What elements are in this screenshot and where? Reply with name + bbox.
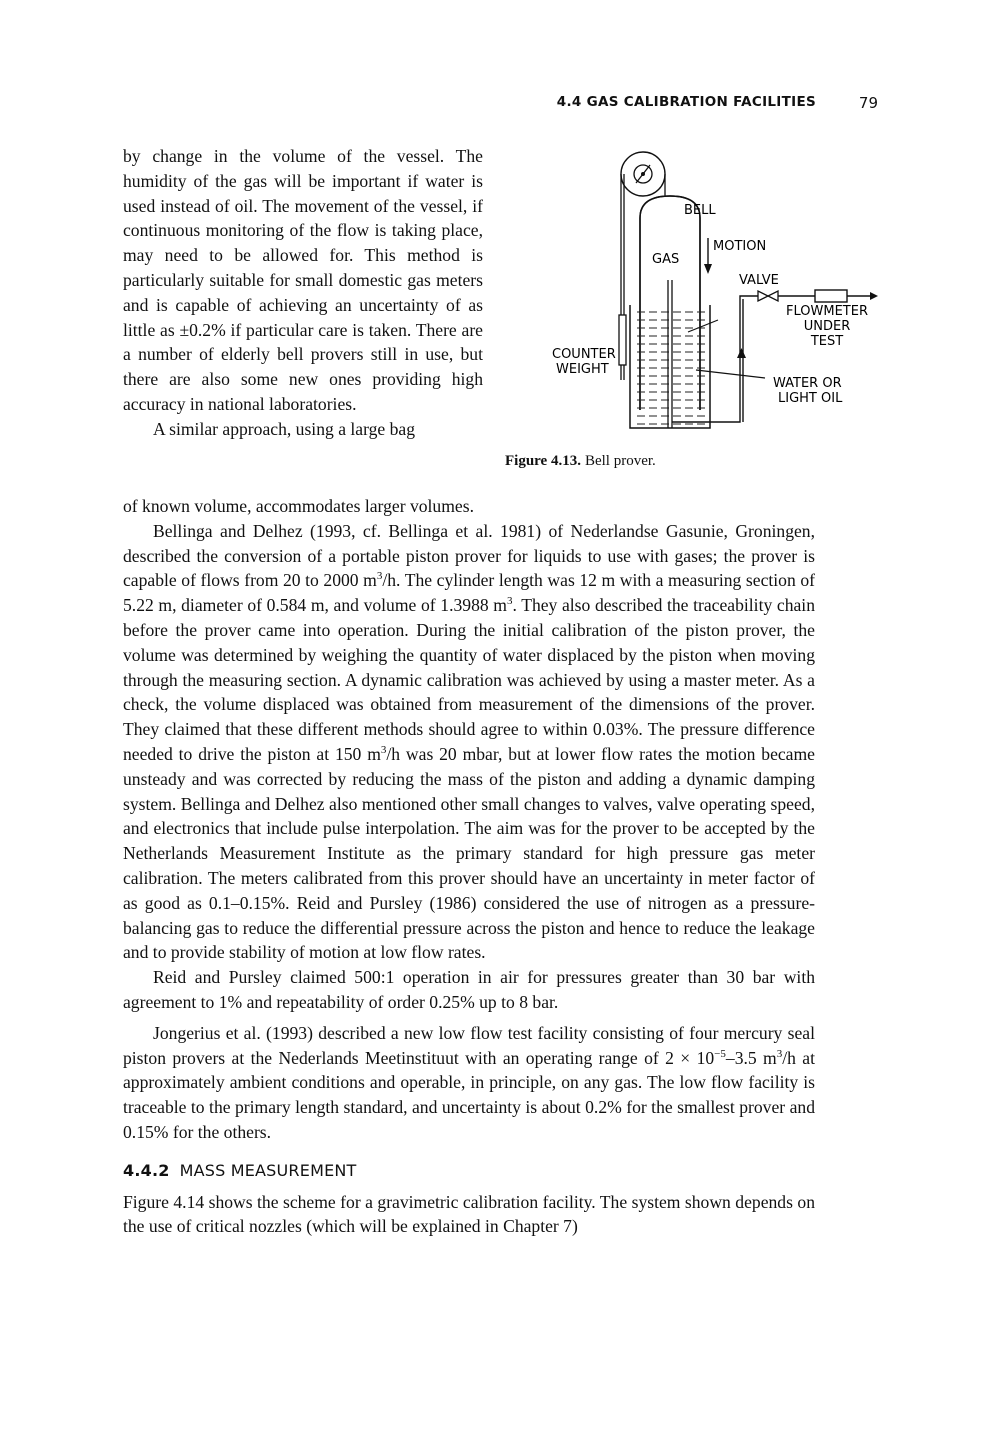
figure-caption-number: Figure 4.13.	[505, 453, 581, 469]
counterweight-block	[619, 315, 626, 365]
bell-vessel	[640, 196, 700, 410]
label-water-1: WATER OR	[773, 376, 842, 391]
figure-bell-prover	[540, 140, 880, 440]
valve-icon	[758, 291, 778, 301]
label-gas: GAS	[652, 252, 680, 267]
paragraph-reid-pursley: Reid and Pursley claimed 500:1 operation in air for pressures greater than 30 bar with agreement to 1% and repeatability of order 0.25% up to 8 bar.	[123, 967, 815, 1012]
bell-prover-diagram	[540, 140, 880, 440]
section-running-title: 4.4 GAS CALIBRATION FACILITIES	[556, 94, 816, 110]
section-heading	[123, 1159, 815, 1184]
text-run: Bellinga and Delhez (1993, cf. Bellinga et al. 1981) of Nederlandse Gasunie, Groningen, described the conversion of a portable piston prover for liquids to use with gases; the prover is capable of flows from 20 to 2000 m	[123, 520, 815, 591]
label-flowmeter-2: UNDER	[803, 319, 851, 334]
superscript: −5	[714, 1047, 726, 1060]
superscript: 3	[506, 595, 513, 608]
outlet-arrow-icon	[870, 292, 878, 300]
figure-caption	[505, 453, 805, 470]
paragraph-bag-end: of known volume, accommodates larger volumes.	[123, 496, 474, 516]
label-flowmeter-1: FLOWMETER	[786, 304, 868, 319]
section-title: MASS MEASUREMENT	[179, 1160, 357, 1180]
text-run: –3.5 m	[725, 1047, 777, 1068]
label-counter-1: COUNTER	[552, 347, 616, 362]
label-bell: BELL	[684, 203, 716, 218]
paragraph-jongerius	[123, 1021, 815, 1145]
section-number: 4.4.2	[123, 1160, 170, 1180]
label-counter-2: WEIGHT	[556, 362, 609, 377]
page-number: 79	[858, 94, 878, 112]
label-flowmeter-3: TEST	[810, 334, 844, 349]
text-run: . They also described the traceability chain before the prover came into operation. During the initial calibration of the piston prover, the volume was determined by weighing the quantity of water displaced by the piston when moving through the measuring section. A dynamic calibration was achieved by using a master meter. As a check, the volume displaced was obtained from measurement of the dimensions of the prover. They claimed that these different methods should agree to within 0.03%. The pressure difference needed to drive the piston at 150 m	[123, 595, 815, 764]
text-run: Jongerius et al. (1993) described a new low flow test facility consisting of four mercury seal piston provers at the Nederlands Meetinstituut with an operating range of 2 × 10	[123, 1022, 815, 1068]
figure-caption-text: Bell prover.	[584, 453, 656, 469]
flowmeter-box	[815, 290, 847, 302]
paragraph-bell-method: by change in the volume of the vessel. The humidity of the gas will be important if water is used instead of oil. The movement of the vessel, if continuous monitoring of the flow is taking place, may need to be allowed for. This method is particularly suitable for small domestic gas meters and is capable of achieving an uncertainty of as little as ±0.2% if particular care is taken. There are a number of elderly bell provers still in use, but there are also some new ones providing high accuracy in national laboratories.	[123, 146, 483, 414]
paragraph-mass-measurement: Figure 4.14 shows the scheme for a gravimetric calibration facility. The system shown depends on the use of critical nozzles (which will be explained in Chapter 7)	[123, 1191, 815, 1237]
superscript: 3	[376, 570, 383, 583]
text-run: /h at approximately ambient conditions and operable, in principle, on any gas. The low flow facility is traceable to the primary length standard, and uncertainty is about 0.2% for the smallest prover and 0.15% for the others.	[123, 1047, 816, 1142]
pulley-icon	[621, 152, 665, 196]
label-water-2: LIGHT OIL	[778, 391, 843, 406]
text-run: /h. The cylinder length was 12 m with a measuring section of 5.22 m, diameter of 0.584 m, and volume of 1.3988 m	[123, 570, 815, 616]
motion-arrow-icon	[704, 238, 712, 274]
main-text	[123, 494, 815, 1239]
running-header	[0, 94, 878, 118]
text-run: /h was 20 mbar, but at lower flow rates the motion became unsteady and was corrected by reducing the mass of the piston and adding a dynamic damping system. Bellinga and Delhez also mentioned other small changes to valves, valve operating speed, and electronics that include pulse interpolation. The aim was for the prover to be accepted by the Netherlands Measurement Institute as the primary standard for high pressure gas meter calibration. The meters calibrated from this prover should have an uncertainty in meter factor of as good as 0.1–0.15%. Reid and Pursley (1986) considered the use of nitrogen as a pressure-balancing gas to reduce the differential pressure across the piston and hence to reduce the leakage and to provide stability of motion at low flow rates.	[123, 743, 815, 963]
paragraph-bellinga	[123, 519, 815, 965]
superscript: 3	[380, 744, 387, 757]
left-column	[123, 144, 483, 442]
label-motion: MOTION	[713, 239, 767, 254]
superscript: 3	[776, 1047, 783, 1060]
paragraph-bag-start: A similar approach, using a large bag	[153, 418, 416, 439]
label-valve: VALVE	[739, 273, 779, 288]
